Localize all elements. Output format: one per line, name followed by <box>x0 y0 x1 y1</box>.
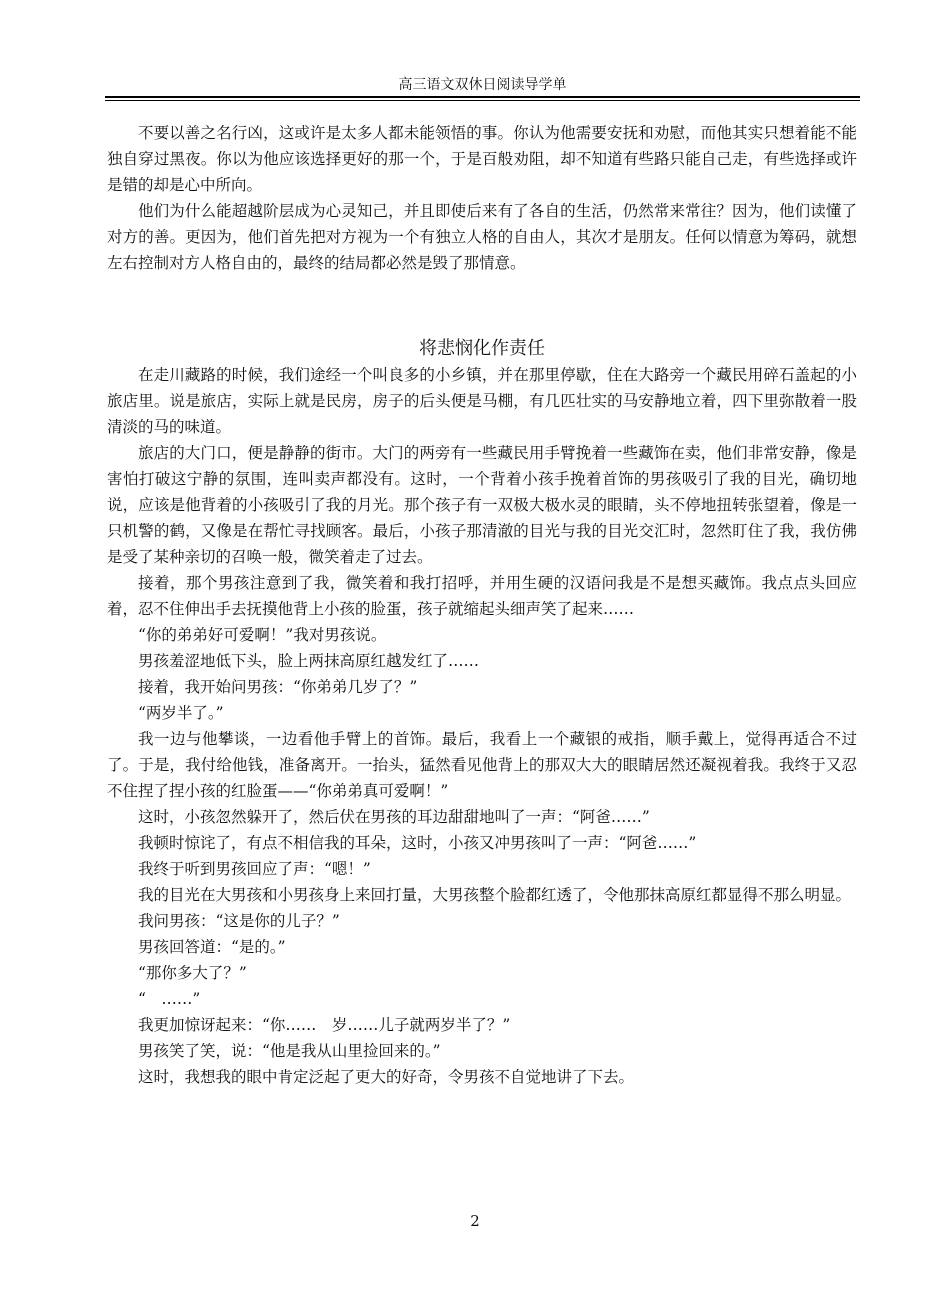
article-paragraph: “你的弟弟好可爱啊！”我对男孩说。 <box>138 626 387 644</box>
intro-paragraph: 他们为什么能超越阶层成为心灵知己，并且即使后来有了各自的生活，仍然常来常往？因为，他们读懂了对方的善。更因为，他们首先把对方视为一个有独立人格的自由人，其次才是朋友。任何以情意为筹码，就想左右控制对方人格自由的，最终的结局都必然是毁了那情意。 <box>107 202 857 272</box>
document-body <box>107 120 857 1090</box>
article-paragraph: 我终于听到男孩回应了声：“嗯！” <box>138 860 371 878</box>
article-paragraph: 我一边与他攀谈，一边看他手臂上的首饰。最后，我看上一个藏银的戒指，顺手戴上，觉得再适合不过了。于是，我付给他钱，准备离开。一抬头，猛然看见他背上的那双大大的眼睛居然还凝视着我。我终于又忍不住捏了捏小孩的红脸蛋——“你弟弟真可爱啊！” <box>107 730 857 800</box>
article-paragraph: 这时，我想我的眼中肯定泛起了更大的好奇，令男孩不自觉地讲了下去。 <box>138 1068 635 1086</box>
intro-paragraph: 不要以善之名行凶，这或许是太多人都未能领悟的事。你认为他需要安抚和劝慰，而他其实只想着能不能独自穿过黑夜。你以为他应该选择更好的那一个，于是百般劝阻，却不知道有些路只能自己走，有些选择或许是错的却是心中所向。 <box>107 124 857 194</box>
article-paragraph: 这时，小孩忽然躲开了，然后伏在男孩的耳边甜甜地叫了一声：“阿爸……” <box>138 808 650 826</box>
article-paragraph: “两岁半了。” <box>138 704 224 722</box>
article-paragraph: 男孩羞涩地低下头，脸上两抹高原红越发红了…… <box>138 652 480 670</box>
article-paragraph: 我的目光在大男孩和小男孩身上来回打量，大男孩整个脸都红透了，令他那抹高原红都显得不那么明显。 <box>138 886 852 904</box>
article-paragraph: 接着，那个男孩注意到了我，微笑着和我打招呼，并用生硬的汉语问我是不是想买藏饰。我点点头回应着，忍不住伸出手去抚摸他背上小孩的脸蛋，孩子就缩起头细声笑了起来…… <box>107 574 857 618</box>
article-paragraph: 在走川藏路的时候，我们途经一个叫良多的小乡镇，并在那里停歇，住在大路旁一个藏民用碎石盖起的小旅店里。说是旅店，实际上就是民房，房子的后头便是马棚，有几匹壮实的马安静地立着，四下里弥散着一股清淡的马的味道。 <box>107 366 857 436</box>
article-paragraph: 我问男孩：“这是你的儿子？” <box>138 912 340 930</box>
article-paragraph: 我更加惊讶起来：“你…… 岁……儿子就两岁半了？” <box>138 1016 511 1034</box>
article-paragraph: 男孩笑了笑，说：“他是我从山里捡回来的。” <box>138 1042 441 1060</box>
article-paragraph: 我顿时惊诧了，有点不相信我的耳朵，这时，小孩又冲男孩叫了一声：“阿爸……” <box>138 834 697 852</box>
article-paragraph: 接着，我开始问男孩：“你弟弟几岁了？” <box>138 678 418 696</box>
article-paragraph: “ ……” <box>138 990 201 1008</box>
article-paragraph: 旅店的大门口，便是静静的街市。大门的两旁有一些藏民用手臂挽着一些藏饰在卖，他们非常安静，像是害怕打破这宁静的氛围，连叫卖声都没有。这时，一个背着小孩手挽着首饰的男孩吸引了我的目光，确切地说，应该是他背着的小孩吸引了我的月光。那个孩子有一双极大极水灵的眼睛，头不停地扭转张望着，像是一只机警的鹤，又像是在帮忙寻找顾客。最后，小孩子那清澈的目光与我的目光交汇时，忽然盯住了我，我仿佛是受了某种亲切的召唤一般，微笑着走了过去。 <box>107 444 857 566</box>
page-header <box>105 74 860 98</box>
article-paragraph: 男孩回答道：“是的。” <box>138 938 286 956</box>
article-paragraph: “那你多大了？” <box>138 964 247 982</box>
article-title: 将悲悯化作责任 <box>419 338 545 359</box>
header-title: 高三语文双休日阅读导学单 <box>398 77 567 93</box>
page-number: 2 <box>470 1212 480 1230</box>
